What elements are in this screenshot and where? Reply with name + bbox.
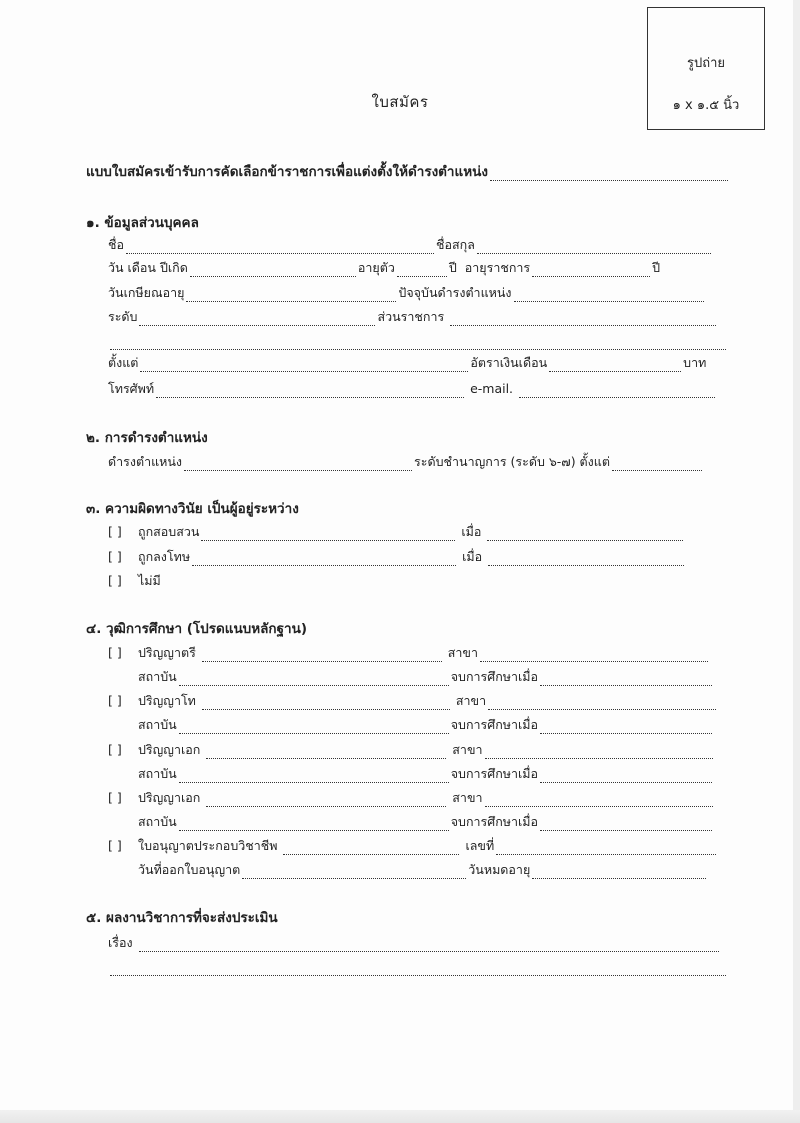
row-investigated (108, 523, 685, 541)
doctor-2-major-field[interactable] (485, 792, 713, 807)
row-since (108, 354, 706, 372)
expire-field[interactable] (532, 864, 706, 879)
punished-field[interactable] (192, 551, 456, 566)
form-heading: แบบใบสมัครเข้ารับการคัดเลือกข้าราชการเพื่อแต่งตั้งให้ดำรงตำแหน่ง (86, 164, 488, 180)
doctor-2-field[interactable] (206, 792, 446, 807)
doctor-2-checkbox[interactable]: [ ] (108, 790, 122, 805)
subject-label: เรื่อง (108, 935, 133, 950)
section-3-heading: ๓. ความผิดทางวินัย เป็นผู้อยู่ระหว่าง (86, 501, 299, 517)
row-doctor-1-institute (138, 765, 714, 783)
position-field[interactable] (490, 166, 728, 181)
master-major-field[interactable] (488, 695, 716, 710)
institute-label: สถาบัน (138, 669, 177, 684)
investigated-label: ถูกสอบสวน (138, 524, 200, 539)
doctor-1-institute-field[interactable] (179, 768, 449, 783)
agency-label: ส่วนราชการ (377, 309, 445, 324)
doctor-1-graduated-field[interactable] (540, 768, 712, 783)
bachelor-major-field[interactable] (480, 647, 708, 662)
level-label: ระดับ (108, 309, 138, 324)
doctor-label: ปริญญาเอก (138, 790, 201, 805)
retire-field[interactable] (186, 287, 396, 302)
section-5-heading: ๕. ผลงานวิชาการที่จะส่งประเมิน (86, 910, 278, 926)
name-field[interactable] (126, 239, 434, 254)
major-label: สาขา (452, 742, 483, 757)
row-license (108, 837, 718, 855)
agency-field[interactable] (450, 311, 716, 326)
name-label: ชื่อ (108, 237, 124, 252)
doctor-2-institute-field[interactable] (179, 816, 449, 831)
row-retire (108, 284, 706, 302)
row-license-dates (138, 861, 708, 879)
master-institute-field[interactable] (179, 719, 449, 734)
row-doctor-1 (108, 741, 715, 759)
agency-field-2[interactable] (110, 335, 726, 350)
master-label: ปริญญาโท (138, 693, 196, 708)
master-field[interactable] (202, 695, 450, 710)
license-no-label: เลขที่ (465, 838, 495, 853)
row-phone (108, 380, 717, 398)
doctor-1-checkbox[interactable]: [ ] (108, 742, 122, 757)
holding-position-label: ดำรงตำแหน่ง (108, 454, 183, 469)
punished-checkbox[interactable]: [ ] (108, 549, 122, 564)
bachelor-graduated-field[interactable] (540, 671, 712, 686)
year-label-1: ปี (448, 260, 457, 275)
punished-date-field[interactable] (488, 551, 684, 566)
bachelor-field[interactable] (202, 647, 442, 662)
age-field[interactable] (397, 262, 447, 277)
row-bachelor (108, 644, 710, 662)
master-graduated-field[interactable] (540, 719, 712, 734)
issue-date-field[interactable] (242, 864, 466, 879)
form-heading-row (86, 163, 730, 181)
institute-label: สถาบัน (138, 766, 177, 781)
row-level (108, 308, 718, 326)
dob-label: วัน เดือน ปีเกิด (108, 260, 188, 275)
major-label: สาขา (447, 645, 478, 660)
subject-field-2[interactable] (110, 961, 726, 976)
salary-label: อัตราเงินเดือน (470, 355, 548, 370)
since-label: ตั้งแต่ (108, 355, 139, 370)
row-master-institute (138, 716, 714, 734)
expire-label: วันหมดอายุ (468, 862, 531, 877)
institute-label: สถาบัน (138, 717, 177, 732)
current-position-field[interactable] (514, 287, 704, 302)
phone-label: โทรศัพท์ (108, 381, 155, 396)
baht-label: บาท (683, 355, 707, 370)
doctor-1-field[interactable] (206, 744, 446, 759)
graduated-label: จบการศึกษาเมื่อ (450, 814, 539, 829)
bachelor-checkbox[interactable]: [ ] (108, 645, 122, 660)
scan-edge-bottom (0, 1110, 800, 1123)
photo-size: ๑ x ๑.๕ นิ้ว (672, 98, 740, 113)
current-position-label: ปัจจุบันดำรงตำแหน่ง (398, 285, 512, 300)
row-punished (108, 548, 686, 566)
row-subject (108, 934, 721, 952)
row-subject-continued (108, 958, 728, 976)
row-master (108, 692, 718, 710)
row-holding-position (108, 453, 704, 471)
license-no-field[interactable] (496, 840, 716, 855)
doctor-label: ปริญญาเอก (138, 742, 201, 757)
phone-field[interactable] (156, 383, 464, 398)
row-doctor-2-institute (138, 813, 714, 831)
none-label: ไม่มี (138, 573, 161, 588)
when-label-1: เมื่อ (461, 524, 482, 539)
when-label-2: เมื่อ (462, 549, 483, 564)
photo-label: รูปถ่าย (686, 56, 726, 71)
since-field[interactable] (140, 357, 468, 372)
doctor-1-major-field[interactable] (485, 744, 713, 759)
row-name (108, 236, 713, 254)
graduated-label: จบการศึกษาเมื่อ (450, 766, 539, 781)
row-bachelor-institute (138, 668, 714, 686)
license-checkbox[interactable]: [ ] (108, 838, 122, 853)
row-doctor-2 (108, 789, 715, 807)
license-field[interactable] (283, 840, 459, 855)
major-label: สาขา (455, 693, 487, 708)
page-title: ใบสมัคร (371, 93, 429, 111)
salary-field[interactable] (549, 357, 681, 372)
graduated-label: จบการศึกษาเมื่อ (450, 669, 539, 684)
bachelor-label: ปริญญาตรี (138, 645, 196, 660)
investigated-date-field[interactable] (487, 526, 683, 541)
issue-date-label: วันที่ออกใบอนุญาต (138, 862, 241, 877)
investigated-field[interactable] (201, 526, 455, 541)
scan-edge-right (793, 0, 800, 1123)
license-label: ใบอนุญาตประกอบวิชาชีพ (138, 838, 278, 853)
row-none (108, 572, 161, 590)
punished-label: ถูกลงโทษ (138, 549, 191, 564)
holding-position-field[interactable] (184, 456, 412, 471)
service-age-field[interactable] (532, 262, 650, 277)
year-label-2: ปี (652, 260, 661, 275)
service-age-label: อายุราชการ (464, 260, 531, 275)
section-4-heading: ๔. วุฒิการศึกษา (โปรดแนบหลักฐาน) (86, 621, 308, 637)
bachelor-institute-field[interactable] (179, 671, 449, 686)
email-label: e-mail. (470, 381, 514, 396)
section-1-heading: ๑. ข้อมูลส่วนบุคคล (86, 215, 199, 231)
major-label: สาขา (452, 790, 483, 805)
subject-field[interactable] (139, 937, 719, 952)
row-agency-continued (108, 332, 728, 350)
institute-label: สถาบัน (138, 814, 177, 829)
surname-label: ชื่อสกุล (436, 237, 475, 252)
row-dob (108, 259, 660, 277)
doctor-2-graduated-field[interactable] (540, 816, 712, 831)
surname-field[interactable] (477, 239, 711, 254)
graduated-label: จบการศึกษาเมื่อ (450, 717, 539, 732)
email-field[interactable] (519, 383, 715, 398)
level-field[interactable] (139, 311, 375, 326)
level-since-field[interactable] (612, 456, 702, 471)
master-checkbox[interactable]: [ ] (108, 693, 122, 708)
retire-label: วันเกษียณอายุ (108, 285, 185, 300)
investigated-checkbox[interactable]: [ ] (108, 524, 122, 539)
dob-field[interactable] (190, 262, 356, 277)
section-2-heading: ๒. การดำรงตำแหน่ง (86, 430, 208, 446)
age-label: อายุตัว (357, 260, 395, 275)
none-checkbox[interactable]: [ ] (108, 573, 122, 588)
level-since-label: ระดับชำนาญการ (ระดับ ๖-๗) ตั้งแต่ (414, 454, 610, 469)
